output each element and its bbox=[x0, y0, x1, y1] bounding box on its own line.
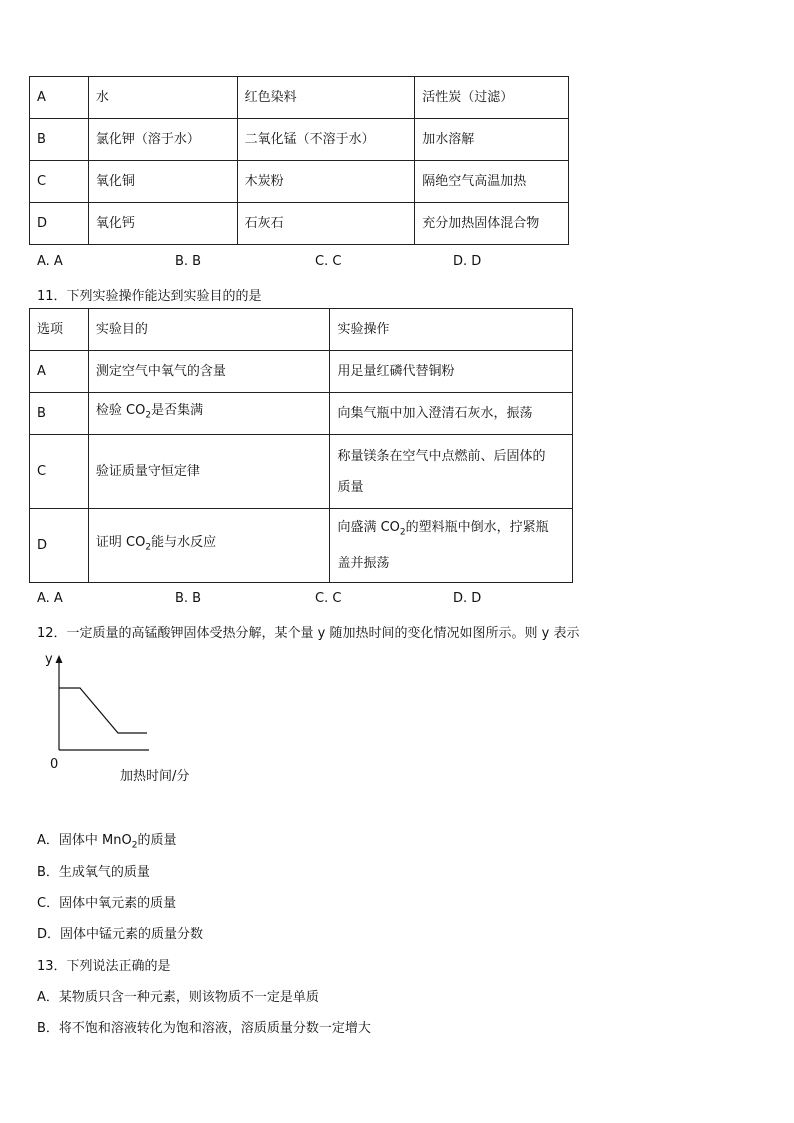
table-cell: 水 bbox=[88, 77, 237, 119]
op-text: 的塑料瓶中倒水，拧紧瓶 bbox=[405, 519, 549, 535]
table-cell bbox=[330, 435, 573, 509]
table-cell: 加水溶解 bbox=[415, 119, 569, 161]
goal-text: 检验 CO bbox=[95, 403, 146, 419]
table-row bbox=[30, 161, 569, 203]
table-cell: 木炭粉 bbox=[237, 161, 415, 203]
origin-label: 0 bbox=[50, 757, 59, 772]
y-axis-label: y bbox=[45, 652, 53, 667]
table-row bbox=[30, 351, 573, 393]
subscript: 2 bbox=[131, 840, 138, 851]
table-header-row bbox=[30, 309, 573, 351]
table-cell: D bbox=[30, 203, 89, 245]
option-a: A．某物质只含一种元素，则该物质不一定是单质 bbox=[37, 990, 319, 1005]
option-text: 的质量 bbox=[137, 833, 177, 848]
table-cell: A bbox=[30, 77, 89, 119]
subscript: 2 bbox=[145, 410, 152, 421]
table-cell: C bbox=[30, 161, 89, 203]
table-cell bbox=[330, 509, 573, 583]
table-cell: B bbox=[30, 393, 89, 435]
op-line: 盖并振荡 bbox=[337, 556, 390, 572]
question-12-title: 12．一定质量的高锰酸钾固体受热分解，某个量 y 随加热时间的变化情况如图所示。则 y 表示 bbox=[37, 626, 580, 641]
table-row bbox=[30, 393, 573, 435]
option-text: A．固体中 MnO bbox=[37, 833, 132, 848]
goal-text: 能与水反应 bbox=[151, 535, 217, 551]
table-cell: 验证质量守恒定律 bbox=[88, 435, 330, 509]
table-cell: 氯化钾（溶于水） bbox=[88, 119, 237, 161]
y-curve bbox=[59, 688, 147, 733]
table-cell bbox=[88, 393, 330, 435]
column-header: 选项 bbox=[30, 309, 89, 351]
op-text: 向盛满 CO bbox=[337, 519, 400, 535]
option-c: C．固体中氧元素的质量 bbox=[37, 896, 177, 911]
experiment-table bbox=[29, 308, 573, 583]
table-cell: D bbox=[30, 509, 89, 583]
subscript: 2 bbox=[399, 527, 406, 538]
table-cell: 氧化铜 bbox=[88, 161, 237, 203]
option-a: A. A bbox=[37, 591, 63, 606]
option-a: A. A bbox=[37, 254, 63, 269]
table-cell: 氧化钙 bbox=[88, 203, 237, 245]
option-b: B．将不饱和溶液转化为饱和溶液，溶质质量分数一定增大 bbox=[37, 1021, 371, 1036]
table-cell: 红色染料 bbox=[237, 77, 415, 119]
table-cell: C bbox=[30, 435, 89, 509]
op-line: 称量镁条在空气中点燃前、后固体的 bbox=[337, 448, 546, 464]
table-cell: 向集气瓶中加入澄清石灰水，振荡 bbox=[330, 393, 573, 435]
goal-text: 证明 CO bbox=[95, 535, 146, 551]
option-c: C. C bbox=[315, 254, 342, 269]
table-cell: 二氧化锰（不溶于水） bbox=[237, 119, 415, 161]
question-13-title: 13．下列说法正确的是 bbox=[37, 959, 171, 974]
table-cell: 活性炭（过滤） bbox=[415, 77, 569, 119]
question-11-title: 11．下列实验操作能达到实验目的的是 bbox=[37, 289, 262, 304]
option-b: B. B bbox=[175, 254, 202, 269]
table-cell: 石灰石 bbox=[237, 203, 415, 245]
table-row bbox=[30, 435, 573, 509]
table-cell: 充分加热固体混合物 bbox=[415, 203, 569, 245]
table-cell: 隔绝空气高温加热 bbox=[415, 161, 569, 203]
op-line: 质量 bbox=[337, 479, 364, 495]
subscript: 2 bbox=[145, 542, 152, 553]
table-row bbox=[30, 119, 569, 161]
op-line bbox=[337, 512, 572, 549]
table-cell: 用足量红磷代替铜粉 bbox=[330, 351, 573, 393]
option-b: B. B bbox=[175, 591, 202, 606]
table-row bbox=[30, 203, 569, 245]
y-axis-arrow-icon bbox=[56, 655, 63, 663]
x-axis-label: 加热时间/分 bbox=[120, 769, 190, 784]
table-cell: A bbox=[30, 351, 89, 393]
option-b: B．生成氧气的质量 bbox=[37, 865, 150, 880]
y-time-graph bbox=[45, 655, 165, 755]
goal-text: 是否集满 bbox=[151, 403, 204, 419]
table-cell bbox=[88, 509, 330, 583]
table-cell: B bbox=[30, 119, 89, 161]
column-header: 实验目的 bbox=[88, 309, 330, 351]
option-a bbox=[37, 829, 176, 851]
option-c: C. C bbox=[315, 591, 342, 606]
option-d: D. D bbox=[453, 591, 482, 606]
column-header: 实验操作 bbox=[330, 309, 573, 351]
option-d: D. D bbox=[453, 254, 482, 269]
table-row bbox=[30, 509, 573, 583]
option-d: D．固体中锰元素的质量分数 bbox=[37, 927, 204, 942]
separation-table bbox=[29, 76, 569, 245]
table-cell: 测定空气中氧气的含量 bbox=[88, 351, 330, 393]
table-row bbox=[30, 77, 569, 119]
